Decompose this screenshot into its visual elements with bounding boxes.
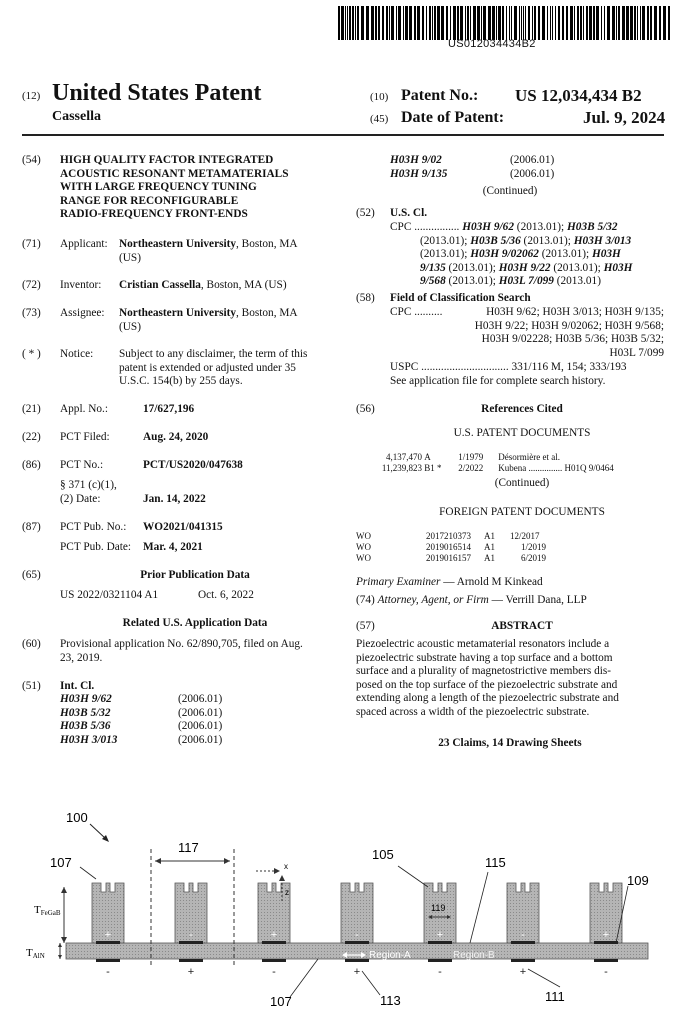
- prior-pub-number: US 2022/0321104 A1: [60, 589, 159, 601]
- attorney-agent: (74) Attorney, Agent, or Firm — Verrill Dana, LLP: [356, 594, 587, 606]
- field-index: (52): [356, 207, 375, 219]
- field-of-search-heading: Field of Classification Search: [390, 292, 531, 304]
- resonator-figure: [0, 795, 683, 1024]
- bottom-polarity-sign: +: [353, 966, 361, 978]
- claims-summary: 23 Claims, 14 Drawing Sheets: [438, 737, 582, 749]
- pct-pub-no-label: PCT Pub. No.:: [60, 521, 127, 533]
- inventor-surname: Cassella: [52, 109, 101, 124]
- invention-title: HIGH QUALITY FACTOR INTEGRATED ACOUSTIC RESONANT METAMATERIALS WITH LARGE FREQUENCY TUNING RANGE FOR RECONFIGURABLE RADIO-FREQUENCY FRONT-ENDS: [60, 154, 289, 221]
- field-index: (71): [22, 238, 41, 250]
- top-electrode: [179, 941, 203, 944]
- us-cl-heading: U.S. Cl.: [390, 207, 428, 219]
- ref-100: 100: [66, 810, 88, 825]
- int-cl-continued-list: H03H 9/02 (2006.01) H03H 9/135 (2006.01): [390, 154, 555, 180]
- axis-z-label: z: [285, 888, 289, 897]
- bottom-electrode: [96, 959, 120, 962]
- ref-119: 119: [431, 903, 446, 913]
- magnetostrictive-member: [175, 883, 207, 978]
- us-patent-docs-heading: U.S. PATENT DOCUMENTS: [453, 427, 591, 439]
- ref-107-top: 107: [50, 855, 72, 870]
- ref-117: 117: [178, 840, 199, 855]
- field-index: (72): [22, 279, 41, 291]
- int-cl-heading: Int. Cl.: [60, 680, 95, 692]
- patent-number: US 12,034,434 B2: [515, 86, 642, 105]
- top-polarity-sign: +: [602, 929, 610, 941]
- inventor-value: Cristian Cassella, Boston, MA (US): [119, 279, 287, 291]
- magnetostrictive-member: [424, 883, 456, 978]
- field-index: (87): [22, 521, 41, 533]
- pct-filed-value: Aug. 24, 2020: [143, 431, 209, 443]
- prior-pub-date: Oct. 6, 2022: [198, 589, 254, 601]
- ref-107-bottom: 107: [270, 994, 292, 1009]
- foreign-patent-docs-heading: FOREIGN PATENT DOCUMENTS: [439, 506, 605, 518]
- region-a-label: Region-A: [369, 950, 411, 961]
- axis-x-label: x: [284, 862, 288, 871]
- int-cl-continued: (Continued): [482, 185, 538, 197]
- search-cpc-label: CPC ..........: [390, 306, 443, 318]
- magnetostrictive-member: [92, 883, 124, 978]
- date-of-patent: Jul. 9, 2024: [583, 108, 666, 127]
- int-cl-list: H03H 9/62 (2006.01) H03B 5/32 (2006.01) H03B 5/36 (2006.01) H03H 3/013 (2006.01): [60, 693, 223, 746]
- field-index: (65): [22, 569, 41, 581]
- t-fegab-label: TFeGaB: [34, 904, 61, 917]
- ref-113: 113: [380, 993, 401, 1008]
- s371-label: § 371 (c)(1),: [60, 479, 117, 491]
- references-heading: References Cited: [481, 403, 563, 415]
- ref-109: 109: [627, 873, 649, 888]
- field-index: (51): [22, 680, 41, 692]
- bottom-electrode: [511, 959, 535, 962]
- magnetostrictive-member: [507, 883, 539, 978]
- header-rule: [22, 134, 664, 136]
- provisional-app-text: Provisional application No. 62/890,705, filed on Aug. 23, 2019.: [60, 638, 303, 664]
- pct-pub-date-value: Mar. 4, 2021: [143, 541, 203, 553]
- top-polarity-sign: -: [355, 929, 359, 941]
- bottom-polarity-sign: -: [604, 966, 608, 978]
- references-continued: (Continued): [494, 477, 550, 489]
- top-electrode: [594, 941, 618, 944]
- applicant-label: Applicant:: [60, 238, 108, 250]
- bottom-electrode: [345, 959, 369, 962]
- ref-111: 111: [545, 989, 565, 1004]
- cpc-classification: CPC ................ H03H 9/62 (2013.01); H03B 5/32 (2013.01); H03B 5/36 (2013.01); H03H 3/013 (2013.01); H03H 9/02062 (2013.01); H03H 9/135 (2013.01); H03H 9/22 (2013.01); H03H 9/568 (2013.01); H03L 7/099 (2013.01): [390, 221, 633, 288]
- inventor-label: Inventor:: [60, 279, 102, 291]
- magnetostrictive-member: [590, 883, 622, 978]
- top-polarity-sign: -: [189, 929, 193, 941]
- top-electrode: [345, 941, 369, 944]
- field-index: (54): [22, 154, 41, 166]
- bottom-polarity-sign: -: [106, 966, 110, 978]
- abstract-text: Piezoelectric acoustic metamaterial resonators include a piezoelectric substrate having a top surface and a bottom surface and a plurality of magnetostrictive members dis- posed on the top surface of the piezoelectric substrate and extending along a length of the piezoelectric substrate and spaced across a width of the piezoelectric substrate.: [356, 638, 619, 718]
- field-index: (60): [22, 638, 41, 650]
- field-index: ( * ): [22, 348, 41, 360]
- top-polarity-sign: +: [104, 929, 112, 941]
- t-aln-label: TAlN: [26, 947, 45, 960]
- s371-date-value: Jan. 14, 2022: [143, 493, 206, 505]
- pct-filed-label: PCT Filed:: [60, 431, 110, 443]
- bottom-polarity-sign: -: [272, 966, 276, 978]
- bottom-electrode: [262, 959, 286, 962]
- field-index: (58): [356, 292, 375, 304]
- pct-no-label: PCT No.:: [60, 459, 104, 471]
- field-index: (73): [22, 307, 41, 319]
- barcode: [338, 6, 673, 40]
- appl-no-value: 17/627,196: [143, 403, 195, 415]
- bottom-electrode: [428, 959, 452, 962]
- field-index: (10): [370, 91, 389, 103]
- notice-text: Subject to any disclaimer, the term of this patent is extended or adjusted under 35 U.S.C. 154(b) by 255 days.: [119, 348, 308, 388]
- field-index: (57): [356, 620, 375, 632]
- top-electrode: [428, 941, 452, 944]
- top-polarity-sign: +: [270, 929, 278, 941]
- patent-no-label: Patent No.:: [401, 87, 479, 104]
- bottom-polarity-sign: +: [519, 966, 527, 978]
- magnetostrictive-member: [341, 883, 373, 978]
- related-app-heading: Related U.S. Application Data: [122, 617, 268, 629]
- applicant-value: Northeastern University, Boston, MA (US): [119, 238, 298, 264]
- pct-pub-date-label: PCT Pub. Date:: [60, 541, 132, 553]
- date-of-patent-label: Date of Patent:: [401, 109, 505, 126]
- top-polarity-sign: -: [521, 929, 525, 941]
- piezoelectric-substrate: [66, 943, 648, 959]
- field-index: (12): [22, 90, 41, 102]
- field-index: (22): [22, 431, 41, 443]
- pct-no-value: PCT/US2020/047638: [143, 459, 243, 471]
- abstract-heading: ABSTRACT: [491, 620, 553, 632]
- pct-pub-no-value: WO2021/041315: [143, 521, 223, 533]
- magnetostrictive-member: [258, 883, 290, 978]
- bottom-polarity-sign: -: [438, 966, 442, 978]
- bottom-electrode: [179, 959, 203, 962]
- region-b-label: Region-B: [453, 950, 495, 961]
- field-index: (45): [370, 113, 389, 125]
- prior-pub-heading: Prior Publication Data: [140, 569, 250, 581]
- ref-115: 115: [485, 855, 506, 870]
- top-electrode: [511, 941, 535, 944]
- us-patent-docs-list: 4,137,470 A 1/1979 Désormière et al. 11,239,823 B1 * 2/2022 Kubena ............... H01Q 9/0464: [381, 452, 614, 473]
- assignee-label: Assignee:: [60, 307, 105, 319]
- field-index: (86): [22, 459, 41, 471]
- bottom-polarity-sign: +: [187, 966, 195, 978]
- bottom-electrode: [594, 959, 618, 962]
- top-electrode: [262, 941, 286, 944]
- search-cpc-list: H03H 9/62; H03H 3/013; H03H 9/135; H03H 9/22; H03H 9/02062; H03H 9/568; H03H 9/02228; H03B 5/36; H03B 5/32; H03L 7/099: [474, 306, 664, 359]
- field-index: (56): [356, 403, 375, 415]
- foreign-patent-docs-list: WO 2017210373 A1 12/2017 WO 2019016514 A1 1/2019 WO 2019016157 A1 6/2019: [356, 531, 546, 563]
- appl-no-label: Appl. No.:: [60, 403, 109, 415]
- primary-examiner: Primary Examiner — Arnold M Kinkead: [356, 576, 543, 588]
- patent-type-title: United States Patent: [52, 80, 262, 106]
- uspc-line: USPC ............................... 331/116 M, 154; 333/193: [390, 361, 627, 373]
- top-polarity-sign: +: [436, 929, 444, 941]
- s371-date-label: (2) Date:: [60, 493, 101, 505]
- field-index: (21): [22, 403, 41, 415]
- ref-105: 105: [372, 847, 394, 862]
- top-electrode: [96, 941, 120, 944]
- barcode-number: US012034434B2: [448, 38, 536, 50]
- assignee-value: Northeastern University, Boston, MA (US): [119, 307, 298, 333]
- search-history-note: See application file for complete search history.: [390, 375, 606, 387]
- notice-label: Notice:: [60, 348, 94, 360]
